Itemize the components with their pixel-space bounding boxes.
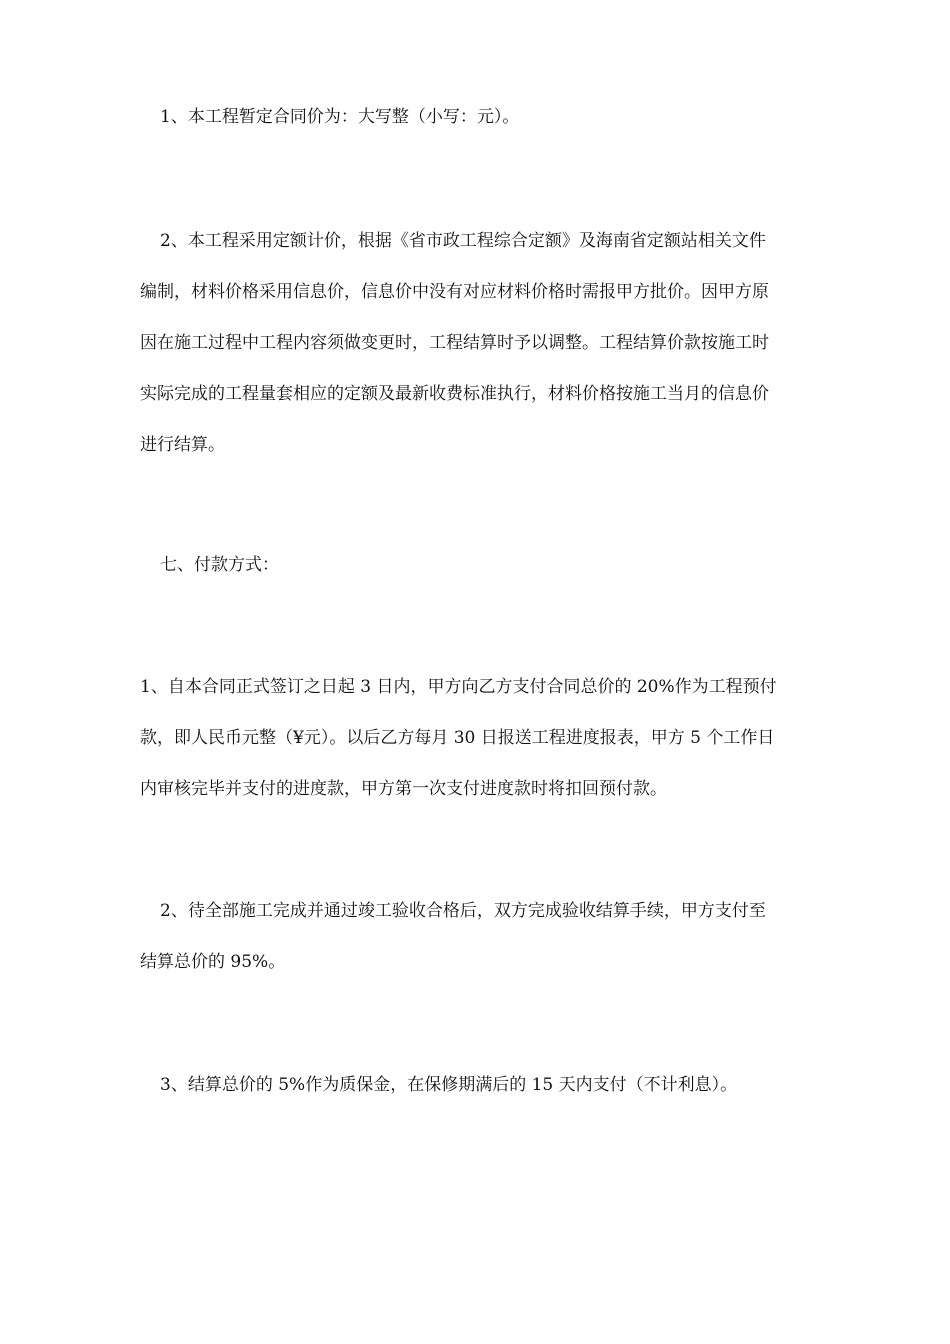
- section-heading: 七、付款方式：: [160, 555, 279, 575]
- paragraph-line: 因在施工过程中工程内容须做变更时，工程结算时予以调整。工程结算价款按施工时: [140, 333, 769, 353]
- paragraph-warranty-deposit: [140, 1060, 820, 1111]
- paragraph-pricing-method: [140, 216, 820, 471]
- paragraph-line: 1、本工程暂定合同价为：大写整（小写：元）。: [160, 107, 520, 127]
- paragraph-line: 内审核完毕并支付的进度款，甲方第一次支付进度款时将扣回预付款。: [140, 779, 667, 799]
- paragraph-advance-payment: [140, 662, 820, 815]
- paragraph-line: 3、结算总价的 5%作为质保金，在保修期满后的 15 天内支付（不计利息）。: [160, 1075, 738, 1095]
- paragraph-line: 进行结算。: [140, 435, 225, 455]
- paragraph-line: 结算总价的 95%。: [140, 952, 286, 972]
- paragraph-line: 编制，材料价格采用信息价，信息价中没有对应材料价格时需报甲方批价。因甲方原: [140, 282, 769, 302]
- paragraph-line: 2、本工程采用定额计价，根据《省市政工程综合定额》及海南省定额站相关文件: [160, 231, 766, 251]
- paragraph-line: 1、自本合同正式签订之日起 3 日内，甲方向乙方支付合同总价的 20%作为工程预付: [140, 677, 777, 697]
- paragraph-line: 2、待全部施工完成并通过竣工验收合格后，双方完成验收结算手续，甲方支付至: [160, 901, 766, 921]
- paragraph-line: 款，即人民币元整（¥元）。以后乙方每月 30 日报送工程进度报表，甲方 5 个工作日: [140, 728, 775, 748]
- paragraph-contract-price: [140, 92, 820, 143]
- section-heading-payment: [140, 540, 820, 591]
- paragraph-final-payment: [140, 886, 820, 988]
- paragraph-line: 实际完成的工程量套相应的定额及最新收费标准执行，材料价格按施工当月的信息价: [140, 384, 769, 404]
